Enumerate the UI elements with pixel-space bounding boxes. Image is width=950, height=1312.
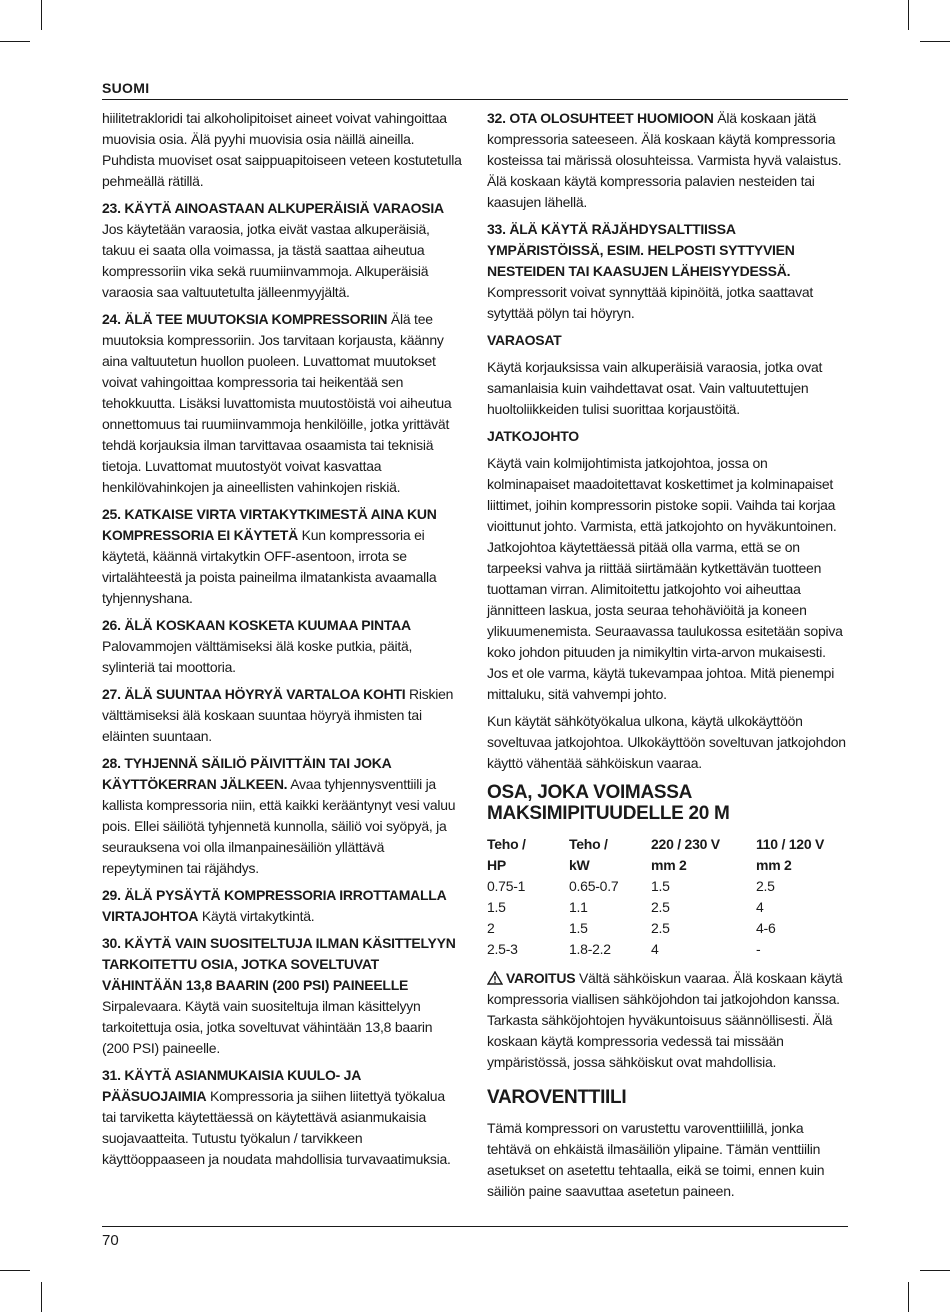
section-24-text: Älä tee muutoksia kompressoriin. Jos tarvitaan korjausta, käänny aina valtuutetun huollon puoleen. Luvattomat muutokset voivat vahingoittaa kompressoria tai heikentää sen tehokkuutta. Lisäksi luvattomista muutostöistä voi aiheutua onnettomuus tai ruumiinvammoja henkilöille, jotka yrittävät tehdä korjauksia ilman tarvittavaa osaamista tai teknisiä tietoja. Luvattomat muutostyöt voivat kasvattaa henkilövahinkojen ja aineellisten vahinkojen riskiä. [102,311,452,495]
section-23 [102,198,462,303]
section-32-title: 32. OTA OLOSUHTEET HUOMIOON [487,110,714,126]
crop-mark [920,1270,950,1271]
table-cell: 1.1 [569,899,588,915]
section-31-text: Kompressoria ja siihen liitettyä työkalua tai tarviketta käytettäessä on käytettävä asianmukaisia suojavaatteita. Tutustu työkalun / tarvikkeen käyttöoppaaseen ja noudata mahdollisia turvavaatimuksia. [102,1088,451,1167]
table-header-cell: 220 / 230 V [651,836,720,852]
warning-text: Vältä sähköiskun vaaraa. Älä koskaan käytä kompressoria viallisen sähköjohdon tai jatkojohdon kanssa. Tarkasta sähköjohtojen hyväkuntoisuus säännöllisesti. Älä koskaan käytä kompressoria vedessä tai missään ympäristössä, jossa sähköiskut ovat mahdollisia. [487,970,843,1070]
section-29 [102,885,462,927]
table-row [487,876,846,897]
table-cell: 0.75-1 [487,878,526,894]
section-24 [102,309,462,498]
section-26-title: 26. ÄLÄ KOSKAAN KOSKETA KUUMAA PINTAA [102,617,411,633]
header-rule [102,99,848,100]
table-header-row [487,855,846,876]
section-31 [102,1065,462,1170]
varaosat-heading: VARAOSAT [487,332,562,348]
section-31-title: 31. KÄYTÄ ASIANMUKAISIA KUULO- JA PÄÄSUOJAIMIA [102,1067,361,1104]
crop-mark [0,1270,30,1271]
table-header-cell: mm 2 [756,857,792,873]
table-cell: 2.5 [756,878,775,894]
table-cell: 4 [756,899,764,915]
section-29-title: 29. ÄLÄ PYSÄYTÄ KOMPRESSORIA IRROTTAMALLA VIRTAJOHTOA [102,887,446,924]
crop-mark [0,41,30,42]
table-cell: 2 [487,920,495,936]
table-row [487,897,846,918]
warning-paragraph [487,968,849,1073]
section-25 [102,504,462,609]
right-column [487,108,849,1208]
table-cell: 1.5 [651,878,670,894]
section-30-text: Sirpalevaara. Käytä vain suositeltuja ilman käsittelyyn tarkoitettuja osia, jotka soveltuvat vähintään 13,8 baarin (200 PSI) paineelle. [102,998,433,1056]
table-title: OSA, JOKA VOIMASSA MAKSIMIPITUUDELLE 20 M [487,782,730,824]
valve-title: VAROVENTTIILI [487,1087,627,1108]
crop-mark [908,0,909,30]
section-28-title: 28. TYHJENNÄ SÄILIÖ PÄIVITTÄIN TAI JOKA KÄYTTÖKERRAN JÄLKEEN. [102,755,391,792]
table-cell: 1.8-2.2 [569,941,611,957]
section-25-text: Kun kompressoria ei käytetä, käännä virtakytkin OFF-asentoon, irrota se virtalähteestä ja poista paineilma ilmatankista avaamalla tyhjennyshana. [102,527,437,606]
valve-text: Tämä kompressori on varustettu varoventtiilillä, jonka tehtävä on ehkäistä ilmasäiliön ylipaine. Tämän venttiilin asetukset on asetettu tehtaalla, eikä se toimi, ennen kuin säiliön paine saavuttaa asetetun paineen. [487,1120,825,1199]
section-28 [102,753,462,879]
jatkojohto-heading: JATKOJOHTO [487,428,579,444]
table-header-cell: mm 2 [651,857,687,873]
table-header-cell: Teho / [569,836,608,852]
section-30-title: 30. KÄYTÄ VAIN SUOSITELTUJA ILMAN KÄSITTELYYN TARKOITETTU OSIA, JOTKA SOVELTUVAT VÄHINTÄÄN 13,8 BAARIN (200 PSI) PAINEELLE [102,935,456,993]
section-33-text: Kompressorit voivat synnyttää kipinöitä, jotka saattavat sytyttää pölyn tai höyryn. [487,284,814,321]
section-24-title: 24. ÄLÄ TEE MUUTOKSIA KOMPRESSORIIN [102,311,388,327]
section-23-title: 23. KÄYTÄ AINOASTAAN ALKUPERÄISIÄ VARAOSIA [102,200,444,216]
section-30 [102,933,462,1059]
table-cell: 4 [651,941,659,957]
table-cell: 2.5 [651,920,670,936]
warning-triangle-icon [487,971,503,985]
table-row [487,939,846,960]
table-cell: 1.5 [569,920,588,936]
cord-size-table [487,834,846,960]
table-cell: 0.65-0.7 [569,878,619,894]
page-number: 70 [102,1232,119,1249]
warning-label: VAROITUS [506,970,576,986]
table-row [487,918,846,939]
section-26-text: Palovammojen välttämiseksi älä koske putkia, päitä, sylinteriä tai moottoria. [102,638,413,675]
intro-paragraph: hiilitetrakloridi tai alkoholipitoiset aineet voivat vahingoittaa muovisia osia. Älä pyyhi muovisia osia näillä aineilla. Puhdista muoviset osat saippuapitoiseen veteen kostutetulla pehmeällä rätillä. [102,110,462,189]
table-cell: 2.5 [651,899,670,915]
section-28-text: Avaa tyhjennysventtiili ja kallista kompressoria niin, että kaikki kerääntynyt vesi valuu pois. Ellei säiliötä tyhjennetä kunnolla, säiliö voi syöpyä, ja seurauksena voi olla ilmanpainesäiliön yllättävä repeytyminen tai räjähdys. [102,776,456,876]
section-27-title: 27. ÄLÄ SUUNTAA HÖYRYÄ VARTALOA KOHTI [102,686,406,702]
section-29-text: Käytä virtakytkintä. [198,908,315,924]
table-cell: 1.5 [487,899,506,915]
jatkojohto-text-1: Käytä vain kolmijohtimista jatkojohtoa, jossa on kolminapaiset maadoitettavat koskettimet ja kolminapaiset liittimet, joihin kompressorin pistoke sopii. Vaihda tai korjaa vioittunut johto. Varmista, että jatkojohto on hyväkuntoinen. Jatkojohtoa käytettäessä pitää olla varma, että se on tarpeeksi vahva ja riittää siirtämään kytkettävän tuotteen tuottaman virran. Alimitoitettu jatkojohto voi aiheuttaa jännitteen laskua, josta seuraa tehohäviöitä ja koneen ylikuumenemista. Seuraavassa taulukossa esitetään sopiva koko johdon pituuden ja nimikyltin virta-arvon mukaisesti. Jos et ole varma, käytä tukevampaa johtoa. Mitä pienempi mittaluku, sitä vahvempi johto. [487,455,843,702]
table-cell: 4-6 [756,920,776,936]
crop-mark [41,1282,42,1312]
crop-mark [41,0,42,30]
section-27 [102,684,462,747]
table-cell: 2.5-3 [487,941,518,957]
section-32 [487,108,849,213]
section-33-title: 33. ÄLÄ KÄYTÄ RÄJÄHDYSALTTIISSA YMPÄRISTÖISSÄ, ESIM. HELPOSTI SYTTYVIEN NESTEIDEN TAI KAASUJEN LÄHEISYYDESSÄ. [487,221,795,279]
table-header-cell: Teho / [487,836,526,852]
left-column [102,108,462,1176]
table-header-row [487,834,846,855]
section-27-text: Riskien välttämiseksi älä koskaan suuntaa höyryä ihmisten tai eläinten suuntaan. [102,686,454,744]
crop-mark [908,1282,909,1312]
table-header-cell: HP [487,857,506,873]
varaosat-text: Käytä korjauksissa vain alkuperäisiä varaosia, jotka ovat samanlaisia kuin vaihdettavat osat. Vain valtuutettujen huoltoliikkeiden tulisi suorittaa korjaustöitä. [487,359,823,417]
section-32-text: Älä koskaan jätä kompressoria sateeseen. Älä koskaan käytä kompressoria kosteissa tai märissä olosuhteissa. Varmista hyvä valaistus. Älä koskaan käytä kompressoria palavien nesteiden tai kaasujen lähellä. [487,110,842,210]
table-header-cell: 110 / 120 V [756,836,825,852]
section-33 [487,219,849,324]
page-header: SUOMI [102,80,150,96]
section-26 [102,615,462,678]
table-header-cell: kW [569,857,590,873]
section-23-text: Jos käytetään varaosia, jotka eivät vastaa alkuperäisiä, takuu ei saata olla voimassa, ja tästä saattaa aiheutua kompressoriin vika sekä ruumiinvammoja. Alkuperäisiä varaosia saa valtuutetulta jälleenmyyjältä. [102,221,430,300]
crop-mark [920,41,950,42]
section-25-title: 25. KATKAISE VIRTA VIRTAKYTKIMESTÄ AINA KUN KOMPRESSORIA EI KÄYTETÄ [102,506,437,543]
table-cell: - [756,941,761,957]
jatkojohto-text-2: Kun käytät sähkötyökalua ulkona, käytä ulkokäyttöön soveltuvaa jatkojohtoa. Ulkokäyttöön soveltuvan jatkojohdon käyttö vähentää sähköiskun vaaraa. [487,713,846,771]
footer-rule [102,1226,848,1227]
